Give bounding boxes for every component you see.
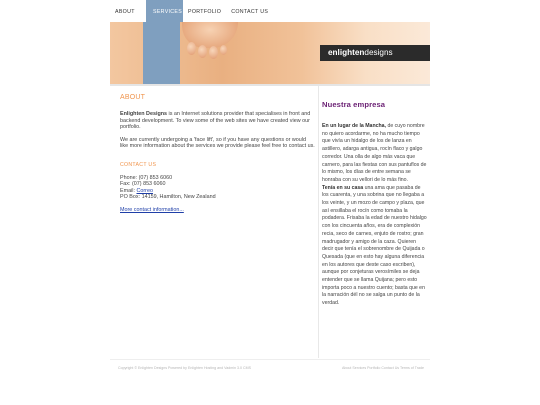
column-divider — [318, 86, 319, 358]
hero-divider — [110, 84, 430, 86]
nav-portfolio[interactable]: PORTFOLIO — [188, 9, 222, 15]
brand-logo — [320, 45, 430, 61]
about-intro — [120, 111, 315, 131]
page — [110, 0, 430, 405]
contact-phone: Phone: (07) 853 6060 — [120, 174, 173, 181]
nav-services[interactable]: SERVICES — [146, 0, 183, 22]
empresa-p1-bold: En un lugar de la Mancha, — [322, 123, 386, 129]
toe-shape — [209, 46, 218, 59]
about-brand: Enlighten Designs — [120, 111, 168, 117]
contact-details — [120, 175, 315, 201]
empresa-column — [322, 100, 427, 308]
empresa-p2: una ama que pasaba de los cuarenta, y una sobrina que no llegaba a los veinte, y un mozo de campo y plaza, que así ensillaba el rocín como tomaba la podadera. Frisaba la edad de nuestro hidalgo con los cincuenta años, era de complexión recia, seco de carnes, enjuto de rostro; gran madrugador y amigo de la caza. Quieren decir que tenía el sobrenombre de Quijada o Quesada (que en esto hay alguna diferencia en los autores que deste caso escriben), aunque por conjeturas verosímiles se deja entender que se llama Quijana; pero esto importa poco a nuestro cuento; basta que en la narración dél no se salga un punto de la verdad. — [322, 184, 427, 307]
contact-heading: CONTACT US — [120, 161, 157, 168]
footer-copyright: Copyright © Enlighten Designs Powered by Enlighten Hosting and Vadmin 3.0 CMS — [118, 366, 252, 370]
about-intro-text: is an Internet solutions provider that specialises in front and backend development. To view some of the web sites we have created view our portfolio. — [120, 111, 311, 131]
about-facelift: We are currently undergoing a 'face lift', so if you have any questions or would like more information about the services we provide please feel free to contact us. — [120, 136, 315, 150]
nav-contact-us[interactable]: CONTACT US — [231, 9, 269, 15]
email-link[interactable]: Correo — [136, 187, 153, 194]
contact-fax: Fax: (07) 853 6060 — [120, 181, 166, 188]
hero-active-stripe — [143, 22, 180, 84]
email-label: Email: — [120, 187, 137, 194]
nav-about[interactable]: ABOUT — [115, 9, 135, 15]
empresa-p2-bold: Tenía en su casa — [322, 184, 364, 191]
toe-shape — [220, 45, 227, 55]
empresa-heading: Nuestra empresa — [322, 100, 386, 109]
top-nav — [110, 0, 430, 22]
empresa-paragraph — [322, 123, 427, 308]
hero-banner — [110, 22, 430, 84]
about-column — [120, 94, 315, 213]
empresa-p1: de cuyo nombre no quiero acordarme, no ha mucho tiempo que vivía un hidalgo de los de lanza en astillero, adarga antigua, rocín flaco y galgo corredor. Una olla de algo más vaca que carnero, para las fiestas con sus pantuflos de lo mismo, los días de entre semana se honraba con su vellori de lo más fino. — [322, 123, 427, 183]
footer-divider — [110, 359, 430, 360]
footer-links[interactable]: About Services Portfolio Contact Us Terms of Trade — [341, 366, 424, 370]
contact-po-box: PO Box: 14159, Hamilton, New Zealand — [120, 194, 216, 201]
about-heading: ABOUT — [120, 94, 146, 101]
toe-shape — [187, 42, 196, 55]
logo-suffix: designs — [364, 48, 393, 57]
toe-shape — [198, 45, 207, 58]
logo-prefix: enlighten — [328, 48, 365, 57]
more-contact-link[interactable]: More contact information... — [120, 206, 184, 213]
